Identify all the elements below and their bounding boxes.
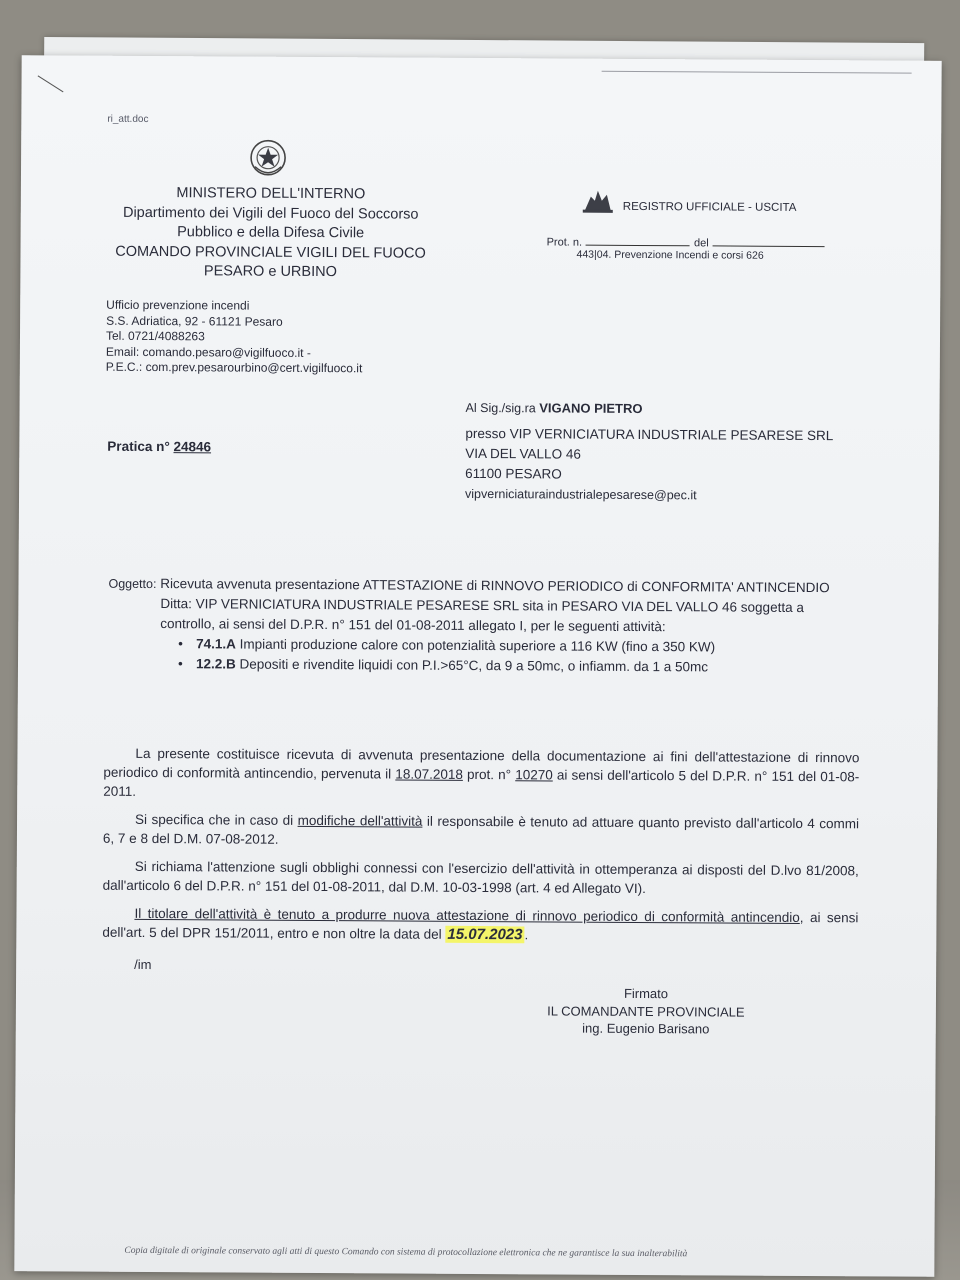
p2-text-b: il responsabile è tenuto ad attuare quanto previsto dall'articolo 4 commi 6, 7 e 8 del D.M. 07-08-2012. [102, 813, 860, 847]
activity-code: 74.1.A [196, 636, 236, 652]
activity-description: Depositi e rivendite liquidi con P.I.>65°C, da 9 a 50mc, o infiamm. da 1 a 50mc [239, 656, 709, 675]
activity-item: • 74.1.A Impianti produzione calore con potenzialità superiore a 116 KW (fino a 350 KW) [178, 636, 716, 655]
pratica-number: 24846 [173, 439, 212, 455]
subject-block [108, 574, 830, 678]
p2-underlined: modifiche dell'attività [297, 812, 423, 829]
body-paragraph-3: Si richiama l'attenzione sugli obblighi connessi con l'esercizio dell'attività in ottemperanza ai disposti del D.lvo 81/2008, dall'articolo 6 del D.P.R. n° 151 del 01-08-2011, dal D.M. 10-03-1998 (art. 4 ed Allegato VI). [102, 858, 859, 897]
office-pec: P.E.C.: com.prev.pesarourbino@cert.vigilfuoco.it [105, 359, 363, 376]
recipient-line-3: 61100 PESARO [465, 465, 562, 482]
protocol-number-blank [586, 235, 690, 247]
received-date: 18.07.2018 [395, 766, 463, 782]
ministry-line-3: Pubblico e della Difesa Civile [177, 224, 365, 242]
p4-text-b: , ai sensi dell'art. 5 del DPR 151/2011, entro e non oltre la data del [102, 909, 859, 942]
protocol-number-label: Prot. n. [546, 236, 583, 249]
office-address: S.S. Adriatica, 92 - 61121 Pesaro [106, 313, 283, 329]
subject-label: Oggetto: [108, 576, 157, 592]
signature-firmato: Firmato [623, 985, 669, 1002]
subject-line-1: Ricevuta avvenuta presentazione ATTESTAZIONE di RINNOVO PERIODICO di CONFORMITA' ANTINCENDIO [160, 576, 830, 596]
p4-underlined: Il titolare dell'attività è tenuto a produrre nuova attestazione di rinnovo periodico di conformità antincendio [134, 905, 800, 925]
ministry-line-5: PESARO e URBINO [203, 263, 337, 281]
office-name: Ufficio prevenzione incendi [106, 297, 250, 313]
top-rule [602, 71, 912, 74]
recipient-line-1: presso VIP VERNICIATURA INDUSTRIALE PESARESE SRL [465, 425, 834, 444]
letter-page [14, 55, 941, 1277]
recipient-name: VIGANO PIETRO [539, 400, 643, 417]
registry-stamp-icon [581, 187, 615, 215]
body-paragraph-2 [103, 810, 859, 853]
signature-name: ing. Eugenio Barisano [582, 1020, 710, 1037]
ministry-line-2: Dipartimento dei Vigili del Fuoco del Soccorso [122, 204, 419, 223]
file-reference: ri_att.doc [107, 113, 149, 125]
p1-text-a: La presente costituisce ricevuta di avvenuta presentazione della documentazione ai fini dell'attestazione di rinnovo periodico di conformità antincendio, pervenuta il [103, 745, 860, 782]
recipient-address [465, 424, 833, 506]
ministry-line-1: MINISTERO DELL'INTERNO [176, 185, 366, 203]
received-protocol-number: 10270 [515, 767, 553, 783]
subject-line-3: controllo, ai sensi del D.P.R. n° 151 del 01-08-2011 allegato I, per le seguenti attività: [160, 616, 666, 635]
office-contact-block [106, 298, 363, 377]
ministry-header [100, 184, 441, 284]
recipient-heading [466, 400, 643, 416]
registry-label: REGISTRO UFFICIALE - USCITA [622, 200, 797, 214]
pratica-label: Pratica n° [107, 438, 170, 455]
activity-code: 12.2.B [195, 656, 236, 672]
recipient-line-2: VIA DEL VALLO 46 [465, 445, 581, 462]
ministry-line-4: COMANDO PROVINCIALE VIGILI DEL FUOCO [115, 243, 426, 262]
signature-title: IL COMANDANTE PROVINCIALE [547, 1002, 745, 1020]
renewal-deadline-date: 15.07.2023 [447, 925, 523, 944]
letter-body [102, 744, 859, 956]
pratica-reference [107, 439, 211, 455]
office-phone: Tel. 0721/4088263 [105, 328, 205, 344]
p1-text-b: prot. n° [462, 766, 516, 783]
pen-mark [38, 75, 64, 92]
body-paragraph-4 [102, 904, 858, 947]
signature-block [536, 984, 756, 1038]
typist-initials: /im [134, 956, 152, 973]
office-email: Email: comando.pesaro@vigilfuoco.it - [105, 344, 311, 360]
protocol-classification: 443|04. Prevenzione Incendi e corsi 626 [576, 248, 764, 262]
activity-item: • 12.2.B Depositi e rivendite liquidi con P.I.>65°C, da 9 a 50mc, o infiamm. da 1 a 50mc [177, 656, 709, 675]
activity-description: Impianti produzione calore con potenzialità superiore a 116 KW (fino a 350 KW) [239, 636, 716, 655]
p4-end: . [524, 927, 529, 943]
protocol-date-label: del [694, 237, 709, 250]
footer-note: Copia digitale di originale conservato agli atti di questo Comando con sistema di protocollazione elettronica che ne garantisce la sua inalterabilità [124, 1245, 688, 1260]
p2-text-a: Si specifica che in caso di [135, 811, 298, 828]
p1-text-c: ai sensi dell'articolo 5 del D.P.R. n° 151 del 01-08-2011. [103, 767, 860, 799]
subject-line-2: Ditta: VIP VERNICIATURA INDUSTRIALE PESARESE SRL sita in PESARO VIA DEL VALLO 46 soggetta a [160, 596, 804, 615]
protocol-date-blank [713, 235, 825, 247]
republic-emblem-icon [247, 137, 289, 179]
recipient-prefix: Al Sig./sig.ra [465, 400, 536, 416]
recipient-pec: vipverniciaturaindustrialepesarese@pec.it [465, 486, 697, 503]
body-paragraph-1 [103, 744, 859, 806]
